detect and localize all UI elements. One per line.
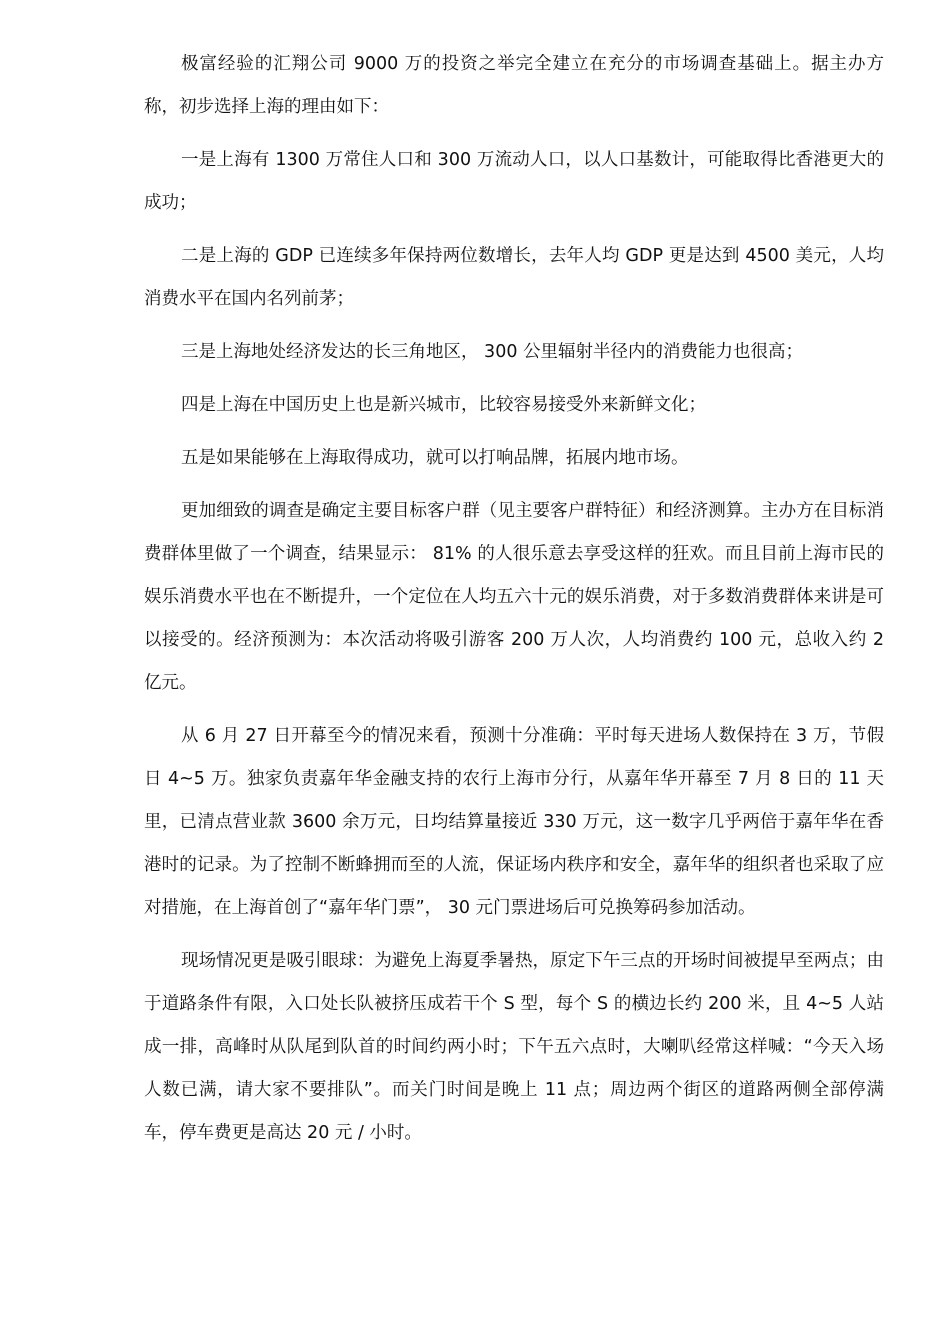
document-body [144, 43, 884, 1165]
paragraph-reason-2: 二是上海的 GDP 已连续多年保持两位数增长，去年人均 GDP 更是达到 4500 美元，人均消费水平在国内名列前茅； [144, 246, 884, 309]
paragraph-reason-3: 三是上海地处经济发达的长三角地区， 300 公里辐射半径内的消费能力也很高； [181, 342, 804, 362]
paragraph-onsite: 现场情况更是吸引眼球：为避免上海夏季暑热，原定下午三点的开场时间被提早至两点；由于道路条件有限，入口处长队被挤压成若干个 S 型，每个 S 的横边长约 200 米，且 4~5 人站成一排，高峰时从队尾到队首的时间约两小时；下午五六点时，大喇叭经常这样喊：“今天入场人数已满，请大家不要排队”。而关门时间是晚上 11 点；周边两个街区的道路两侧全部停满车，停车费更是高达 20 元 / 小时。 [144, 951, 884, 1143]
paragraph-reason-4: 四是上海在中国历史上也是新兴城市，比较容易接受外来新鲜文化； [181, 395, 706, 415]
paragraph-reason-1: 一是上海有 1300 万常住人口和 300 万流动人口，以人口基数计，可能取得比香港更大的成功； [144, 150, 884, 213]
paragraph-results: 从 6 月 27 日开幕至今的情况来看，预测十分准确：平时每天进场人数保持在 3 万，节假日 4~5 万。独家负责嘉年华金融支持的农行上海市分行，从嘉年华开幕至 7 月 8 日的 11 天里，已清点营业款 3600 余万元，日均结算量接近 330 万元，这一数字几乎两倍于嘉年华在香港时的记录。为了控制不断蜂拥而至的人流，保证场内秩序和安全，嘉年华的组织者也采取了应对措施，在上海首创了“嘉年华门票”， 30 元门票进场后可兑换筹码参加活动。 [144, 726, 884, 918]
paragraph-intro: 极富经验的汇翔公司 9000 万的投资之举完全建立在充分的市场调查基础上。据主办方称，初步选择上海的理由如下： [144, 54, 884, 117]
paragraph-survey: 更加细致的调查是确定主要目标客户群（见主要客户群特征）和经济测算。主办方在目标消费群体里做了一个调查，结果显示： 81% 的人很乐意去享受这样的狂欢。而且目前上海市民的娱乐消费水平也在不断提升，一个定位在人均五六十元的娱乐消费，对于多数消费群体来讲是可以接受的。经济预测为：本次活动将吸引游客 200 万人次，人均消费约 100 元，总收入约 2 亿元。 [144, 501, 884, 693]
paragraph-reason-5: 五是如果能够在上海取得成功，就可以打响品牌，拓展内地市场。 [181, 448, 689, 468]
